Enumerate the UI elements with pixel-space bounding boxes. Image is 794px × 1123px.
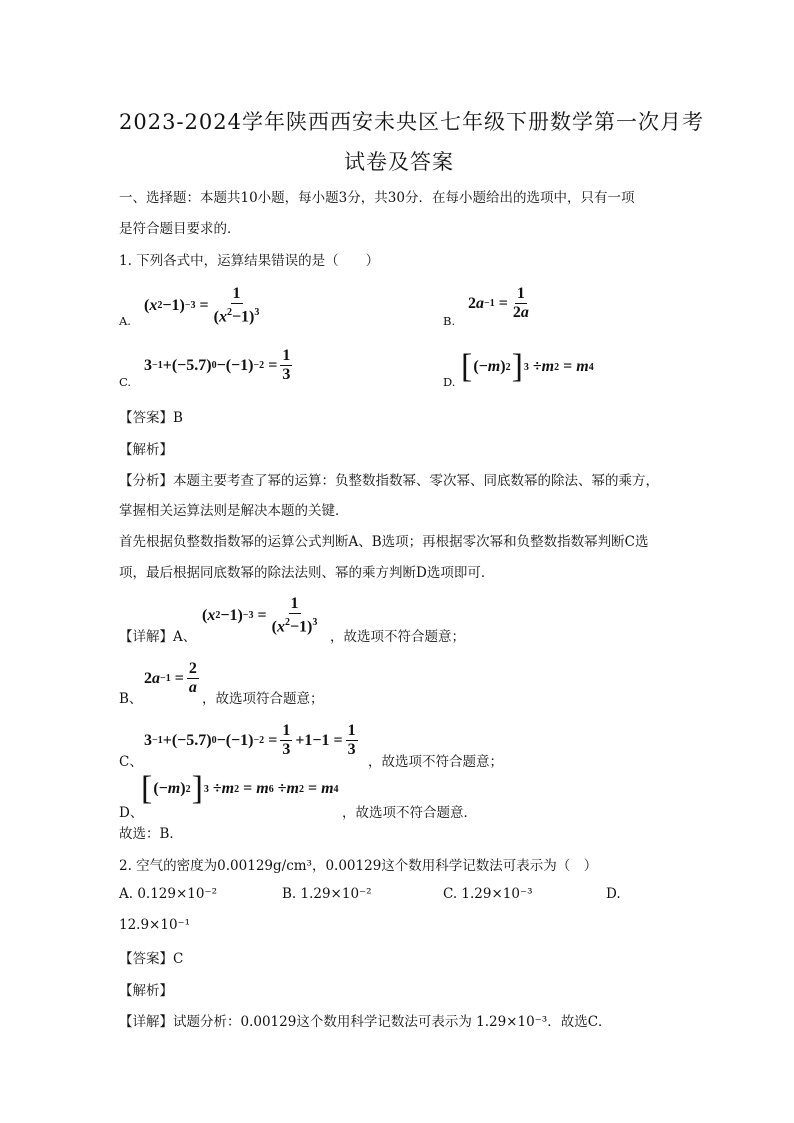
q2-option-b: B. 1.29×10⁻² [282, 886, 372, 902]
q1-detail-d-formula: [ (− m ) 2 ] 3 ÷ m 2 = m 6 ÷ m 2 = m 4 [141, 770, 339, 807]
q2-detail-tag: 【详解】 [119, 1014, 173, 1030]
q2-stem: 2. 空气的密度为0.00129g/cm³，0.00129这个数用科学记数法可表示为（ ） [119, 858, 598, 874]
section-header-line2: 是符合题目要求的． [119, 221, 241, 237]
q1-conclusion: 故选：B． [119, 826, 183, 842]
q1-fenxi-text: 本题主要考查了幂的运算：负整数指数幂、零次幂、同底数幂的除法、幂的乘方， [173, 473, 659, 489]
q1-detail-b-prefix: B、 [119, 691, 143, 707]
q1-detail-b-formula: 2 a −1 = $\frac{2}{a}$ [144, 660, 197, 696]
q2-detail-text: 试题分析：0.00129这个数用科学记数法可表示为 1.29×10⁻³．故选C． [173, 1014, 612, 1030]
q2-option-a: A. 0.129×10⁻² [119, 886, 218, 902]
q2-option-d-value: 12.9×10⁻¹ [119, 917, 191, 933]
q1-option-b-formula: 2 a −1 = $\frac{1}{2a}$ [468, 285, 529, 321]
q2-answer: 【答案】C [119, 951, 184, 967]
q1-method-line2: 项，最后根据同底数幂的除法法则、幂的乘方判断D选项即可． [119, 565, 495, 581]
q1-answer: 【答案】B [119, 410, 183, 426]
q2-option-d-label: D. [606, 886, 621, 902]
q1-detail-d-suffix: ，故选项不符合题意． [342, 805, 477, 821]
q1-detail-tag: 【详解】 [119, 629, 173, 645]
q1-option-a-label: A. [119, 314, 131, 328]
q1-detail-c-prefix: C、 [119, 754, 143, 770]
q1-option-a-formula: ( x 2 −1) −3 = $\frac{1}{(x^2-1)^3}$ [144, 285, 260, 326]
q1-fenxi-line2: 掌握相关运算法则是解决本题的关键． [119, 503, 349, 519]
q1-detail-a-formula: ( x 2 −1) −3 = $\frac{1}{(x^2-1)^3}$ [202, 595, 318, 636]
q1-option-b-label: B. [443, 314, 456, 328]
q1-detail-c-suffix: ，故选项不符合题意； [368, 754, 503, 770]
q1-detail-a-label [119, 625, 196, 645]
q2-analysis-heading: 【解析】 [119, 983, 173, 999]
q2-option-c: C. 1.29×10⁻³ [443, 886, 533, 902]
q1-method-line1: 首先根据负整数指数幂的运算公式判断A、B选项；再根据零次幂和负整数指数幂判断C选 [119, 534, 649, 550]
document-title-line2: 试卷及答案 [344, 150, 454, 174]
section-header-line1: 一、选择题：本题共10小题，每小题3分，共30分．在每小题给出的选项中，只有一项 [119, 190, 635, 206]
q1-detail-b-suffix: ，故选项符合题意； [202, 691, 324, 707]
q1-option-d-formula: [ (− m ) 2 ] 3 ÷ m 2 = m 4 [461, 348, 594, 385]
q1-stem: 1. 下列各式中，运算结果错误的是（ ） [119, 253, 380, 269]
document-title-line1: 2023-2024学年陕西西安未央区七年级下册数学第一次月考 [119, 110, 704, 134]
q1-fenxi-line1 [119, 469, 659, 489]
q1-fenxi-tag: 【分析】 [119, 473, 173, 489]
q1-option-c-formula: 3 −1 +(−5.7) 0 −(−1) −2 = $\frac{1}{3}$ [144, 347, 291, 383]
q2-detail [119, 1010, 612, 1030]
q1-detail-d-prefix: D、 [119, 805, 144, 821]
q1-option-c-label: C. [119, 375, 132, 389]
q1-option-d-label: D. [443, 375, 456, 389]
q1-detail-c-formula: 3 −1 +(−5.7) 0 −(−1) −2 = $\frac{1}{3}$ +1−1 = $\frac{1}{3}$ [144, 722, 356, 758]
q1-analysis-heading: 【解析】 [119, 442, 173, 458]
q1-detail-a-suffix: ，故选项不符合题意； [330, 629, 465, 645]
q1-detail-a-prefix: A、 [173, 629, 197, 645]
